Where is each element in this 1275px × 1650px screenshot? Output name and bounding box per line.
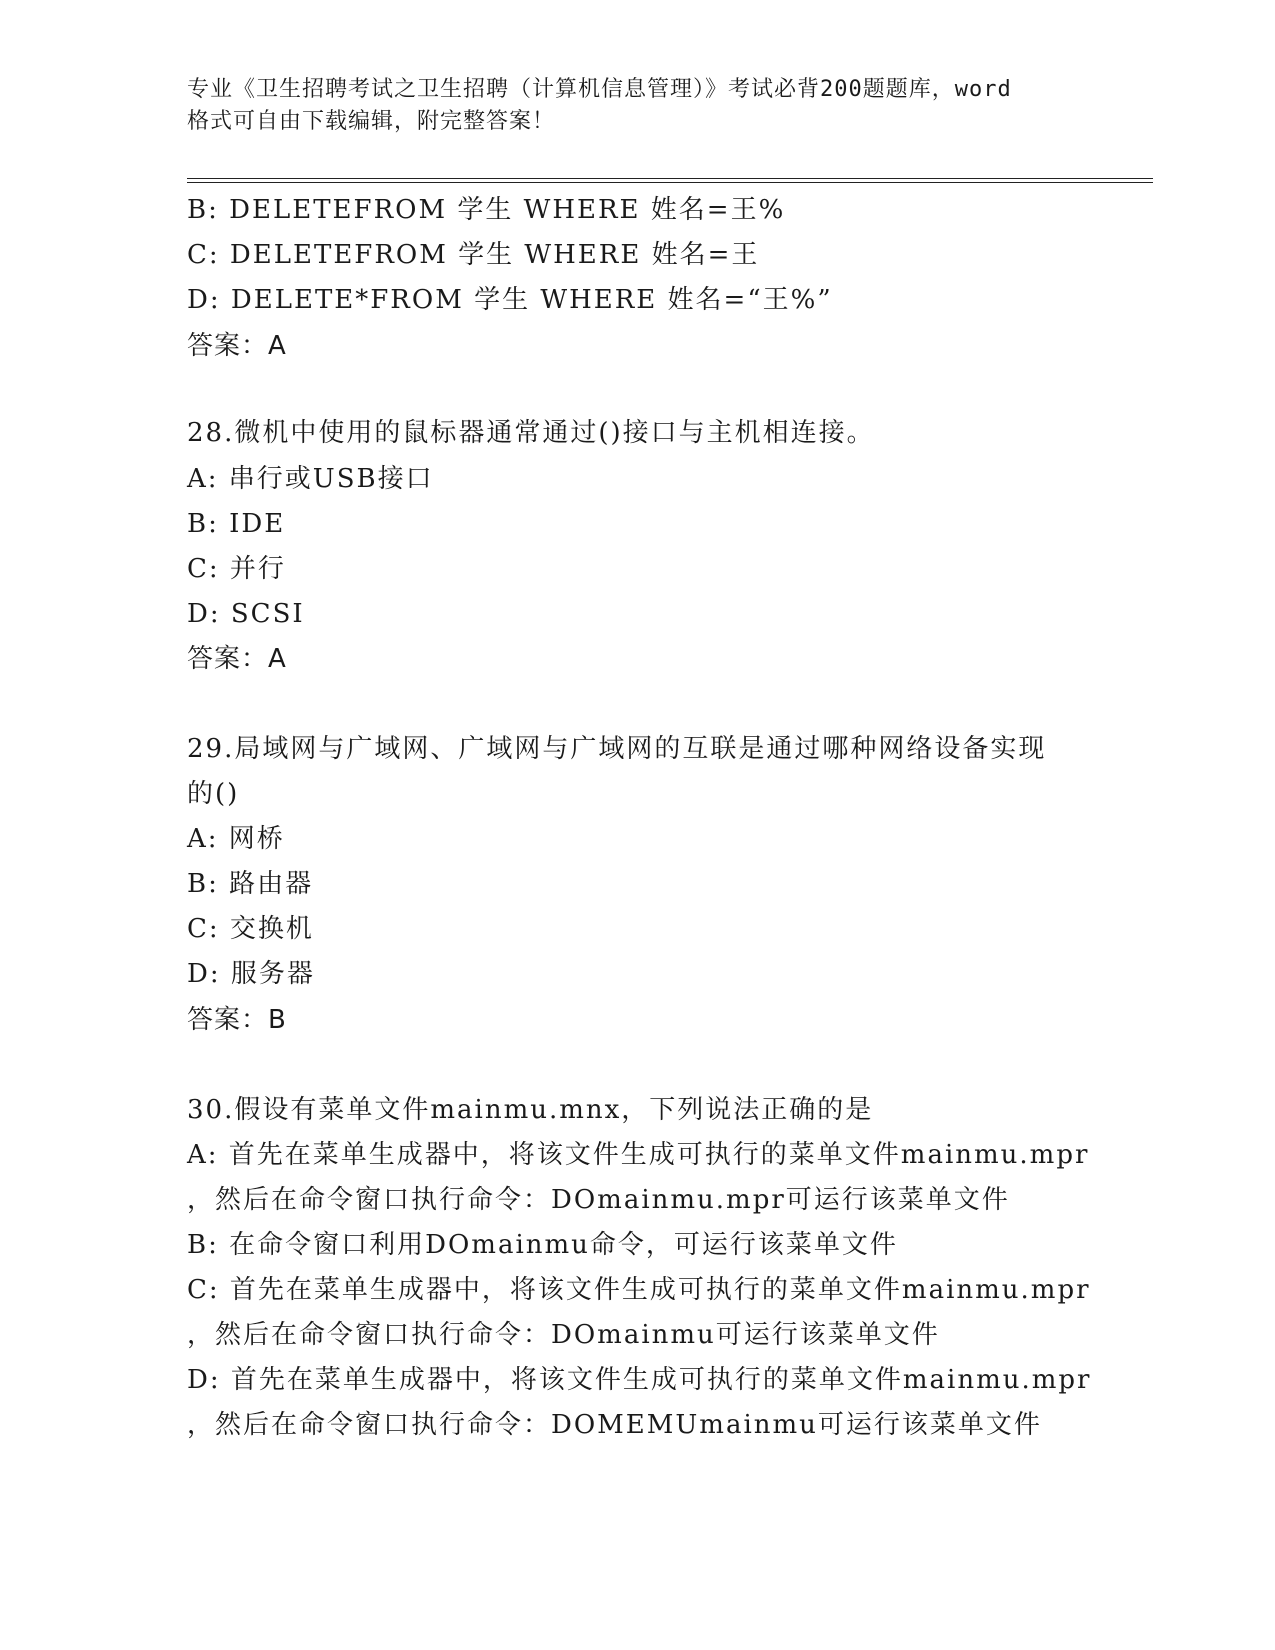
q27-answer: 答案：A [187, 331, 287, 361]
q30-option-b: B: 在命令窗口利用DOmainmu命令，可运行该菜单文件 [187, 1230, 898, 1260]
q28-option-a: A: 串行或USB接口 [187, 464, 434, 494]
q29-option-c: C: 交换机 [187, 914, 314, 944]
q27-option-c: C: DELETEFROM 学生 WHERE 姓名=王 [187, 240, 760, 270]
q27-option-b: B: DELETEFROM 学生 WHERE 姓名=王% [187, 195, 786, 225]
header-title-line-1: 专业《卫生招聘考试之卫生招聘（计算机信息管理）》考试必背200题题库，word [187, 77, 1012, 102]
q30-option-c-line-2: ，然后在命令窗口执行命令：DOmainmu可运行该菜单文件 [187, 1320, 940, 1350]
q29-option-a: A: 网桥 [187, 824, 285, 854]
q30-option-c-line-1: C: 首先在菜单生成器中，将该文件生成可执行的菜单文件mainmu.mpr [187, 1275, 1091, 1305]
q29-question-line-1: 29.局域网与广域网、广域网与广域网的互联是通过哪种网络设备实现 [187, 734, 1047, 764]
q28-option-c: C: 并行 [187, 554, 286, 584]
q28-option-d: D: SCSI [187, 599, 305, 629]
q28-question: 28.微机中使用的鼠标器通常通过()接口与主机相连接。 [187, 418, 875, 448]
q28-answer: 答案：A [187, 644, 287, 674]
header-title-line-2: 格式可自由下载编辑，附完整答案！ [187, 109, 556, 134]
q30-option-a-line-2: ，然后在命令窗口执行命令：DOmainmu.mpr可运行该菜单文件 [187, 1185, 1010, 1215]
document-header [187, 74, 1087, 138]
q30-option-d-line-2: ，然后在命令窗口执行命令：DOMEMUmainmu可运行该菜单文件 [187, 1410, 1042, 1440]
q29-option-d: D: 服务器 [187, 959, 315, 989]
q29-option-b: B: 路由器 [187, 869, 314, 899]
q27-option-d: D: DELETE*FROM 学生 WHERE 姓名=“王%” [187, 285, 833, 315]
q29-answer: 答案：B [187, 1005, 287, 1035]
q30-question: 30.假设有菜单文件mainmu.mnx，下列说法正确的是 [187, 1095, 874, 1125]
header-divider-top [187, 178, 1153, 179]
q29-question-line-2: 的() [187, 779, 240, 809]
q28-option-b: B: IDE [187, 509, 286, 539]
header-divider-bottom [187, 182, 1153, 183]
q30-option-d-line-1: D: 首先在菜单生成器中，将该文件生成可执行的菜单文件mainmu.mpr [187, 1365, 1092, 1395]
q30-option-a-line-1: A: 首先在菜单生成器中，将该文件生成可执行的菜单文件mainmu.mpr [187, 1140, 1090, 1170]
